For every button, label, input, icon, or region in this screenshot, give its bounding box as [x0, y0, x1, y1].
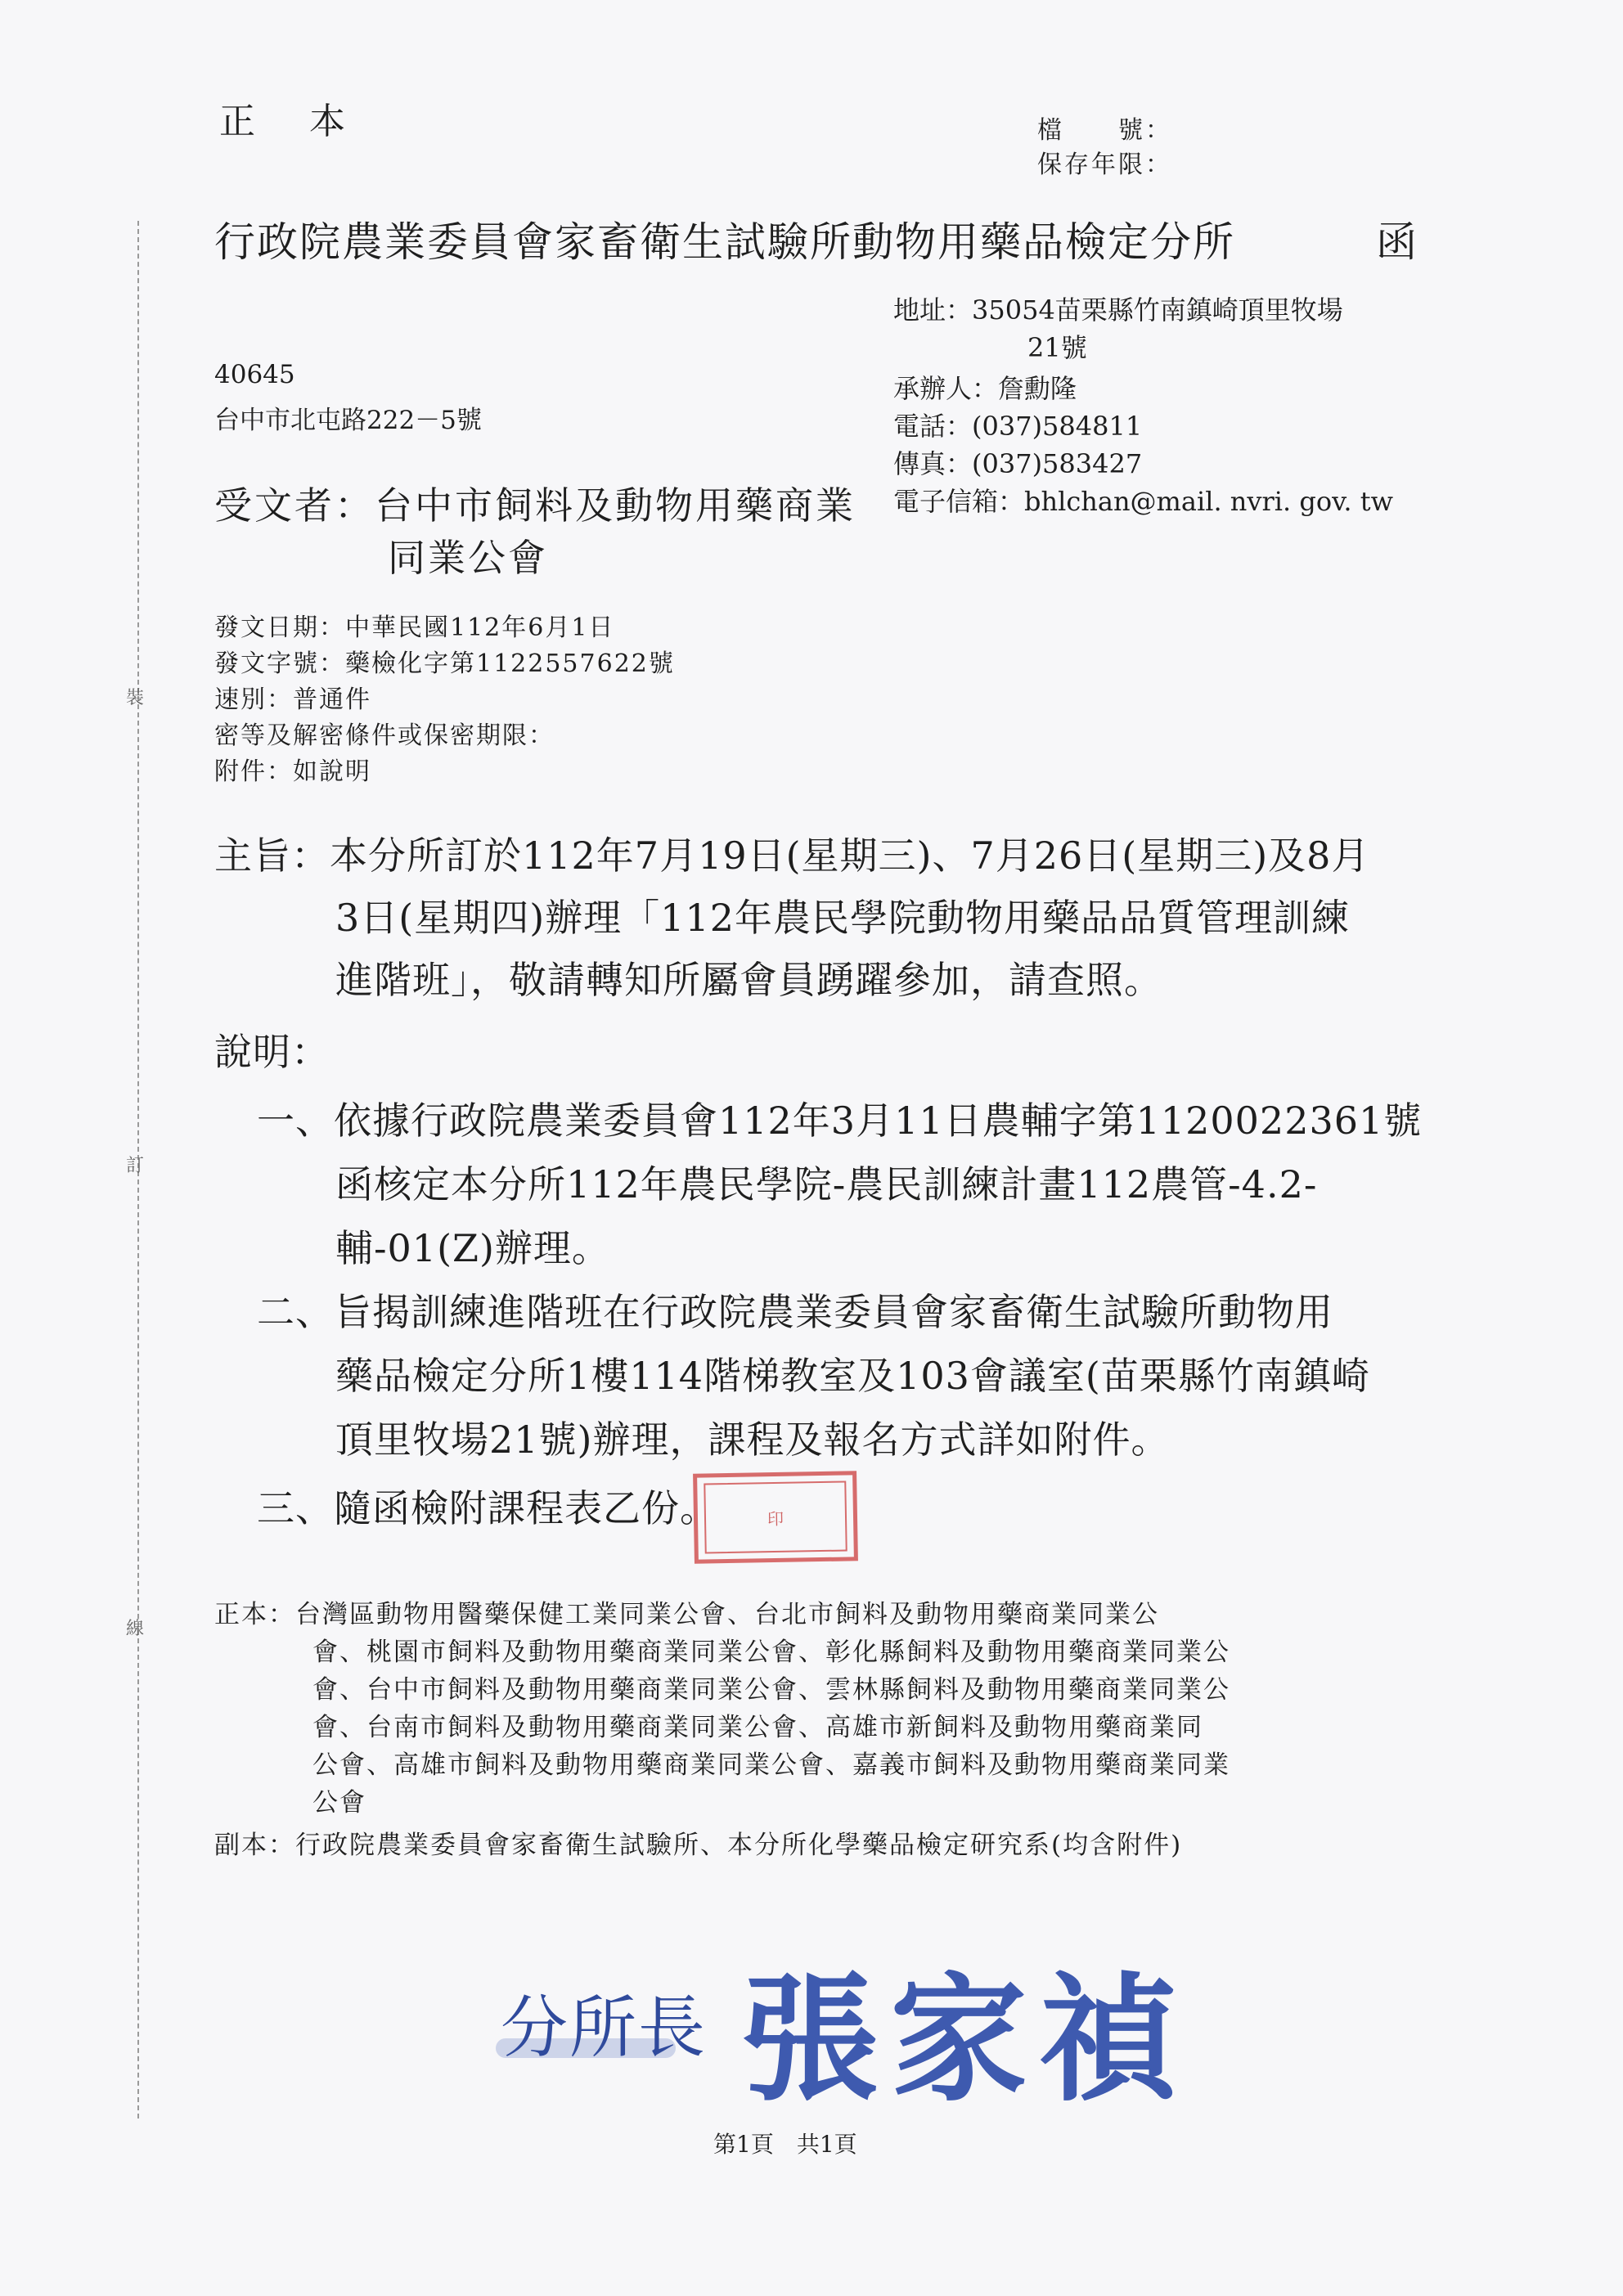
issue-date: 發文日期：中華民國112年6月1日 [214, 613, 615, 642]
copy-recipients-line1: 副本：行政院農業委員會家畜衛生試驗所、本分所化學藥品檢定研究系(均含附件) [214, 1831, 1183, 1860]
subject-line3: 進階班」，敬請轉知所屬會員踴躍參加，請查照。 [335, 958, 1162, 1002]
explanation-item1-line3: 輔-01(Z)辦理。 [335, 1226, 610, 1270]
explanation-item1-line1: 一、依據行政院農業委員會112年3月11日農輔字第1120022361號 [257, 1099, 1423, 1143]
explanation-heading: 說明： [214, 1030, 330, 1074]
original-recipients-line4: 會、台南市飼料及動物用藥商業同業公會、高雄市新飼料及動物用藥商業同 [312, 1713, 1203, 1742]
stamp-text: 印 [704, 1480, 847, 1553]
sender-address-line2: 21號 [1027, 332, 1087, 363]
copy-mark: 正 本 [219, 101, 366, 142]
sender-phone: 電話：(037)584811 [893, 411, 1143, 442]
recipient-street: 台中市北屯路222－5號 [214, 406, 482, 435]
original-recipients-line1: 正本：台灣區動物用醫藥保健工業同業公會、台北市飼料及動物用藥商業同業公 [214, 1600, 1159, 1629]
explanation-item2-line1: 二、旨揭訓練進階班在行政院農業委員會家畜衛生試驗所動物用 [257, 1290, 1333, 1334]
official-stamp [693, 1471, 858, 1563]
signature-title: 分所長 [501, 1989, 708, 2067]
sender-handler: 承辦人：詹勳隆 [893, 373, 1077, 404]
recipient-zip: 40645 [214, 360, 295, 389]
signature-block [496, 1924, 1216, 2120]
addressee-line2: 同業公會 [388, 536, 548, 580]
sender-address-line1: 地址：35054苗栗縣竹南鎮崎頂里牧場 [893, 294, 1343, 326]
original-recipients-line2: 會、桃園市飼料及動物用藥商業同業公會、彰化縣飼料及動物用藥商業同業公 [312, 1638, 1230, 1667]
original-recipients-line5: 公會、高雄市飼料及動物用藥商業同業公會、嘉義市飼料及動物用藥商業同業 [312, 1750, 1230, 1780]
explanation-item3-line1: 三、隨函檢附課程表乙份。 [257, 1486, 718, 1530]
explanation-item2-line2: 藥品檢定分所1樓114階梯教室及103會議室(苗栗縣竹南鎮崎 [335, 1354, 1370, 1398]
document-type: 函 [1376, 218, 1417, 266]
sender-email: 電子信箱：bhlchan@mail. nvri. gov. tw [893, 486, 1393, 517]
issue-number: 發文字號：藥檢化字第1122557622號 [214, 649, 675, 678]
explanation-item2-line3: 頂里牧場21號)辦理，課程及報名方式詳如附件。 [335, 1418, 1170, 1462]
original-recipients-line3: 會、台中市飼料及動物用藥商業同業公會、雲林縣飼料及動物用藥商業同業公 [312, 1675, 1230, 1705]
binding-mark-zhuang: 裝 [126, 688, 145, 708]
subject-line2: 3日(星期四)辦理「112年農民學院動物用藥品品質管理訓練 [335, 896, 1350, 940]
page-number: 第1頁 共1頁 [713, 2131, 857, 2158]
sender-fax: 傳真：(037)583427 [893, 448, 1143, 479]
explanation-item1-line2: 函核定本分所112年農民學院-農民訓練計畫112農管-4.2- [335, 1162, 1318, 1206]
binding-mark-ding: 訂 [126, 1156, 145, 1176]
speed: 速別：普通件 [214, 685, 371, 714]
retention-label: 保存年限： [1037, 151, 1172, 179]
subject-line1: 主旨：本分所訂於112年7月19日(星期三)、7月26日(星期三)及8月 [214, 833, 1370, 878]
original-recipients-line6: 公會 [312, 1788, 366, 1817]
signature-name: 張家禎 [741, 1958, 1188, 2120]
binding-mark-xian: 線 [126, 1619, 145, 1639]
addressee-line1: 受文者：台中市飼料及動物用藥商業 [214, 483, 856, 528]
agency-title: 行政院農業委員會家畜衛生試驗所動物用藥品檢定分所 [214, 218, 1235, 266]
file-number-label: 檔 號： [1037, 116, 1172, 145]
secrecy: 密等及解密條件或保密期限： [214, 721, 555, 750]
attachment: 附件：如說明 [214, 757, 371, 786]
